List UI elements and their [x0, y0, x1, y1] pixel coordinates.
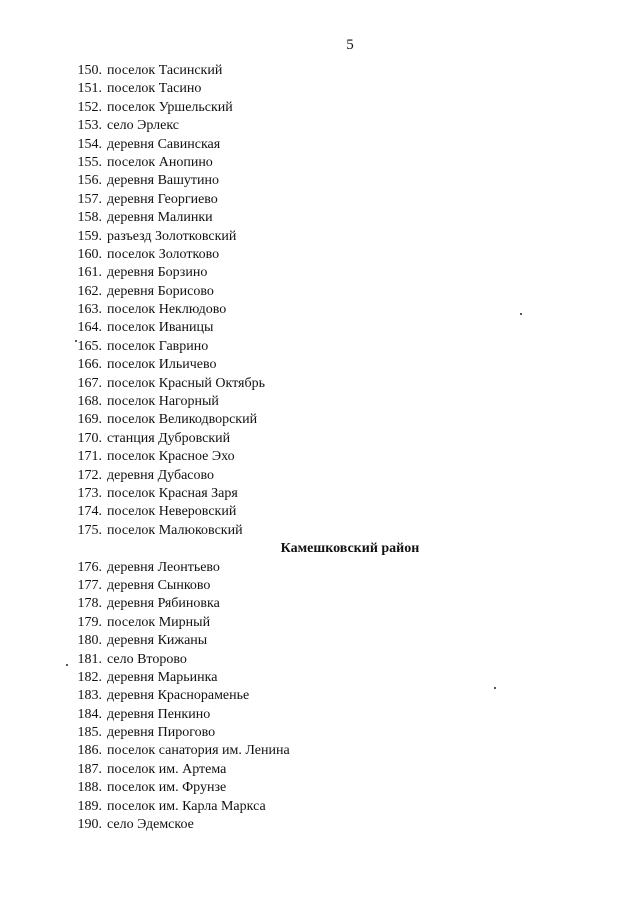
- item-number: 175.: [77, 522, 102, 538]
- list-item: [0, 467, 640, 485]
- settlement-list-part-2: [0, 559, 640, 835]
- item-name: деревня Рябиновка: [107, 596, 220, 612]
- item-name: деревня Малинки: [107, 210, 213, 226]
- item-name: деревня Кижаны: [107, 633, 208, 649]
- item-number: 178.: [77, 596, 102, 612]
- scan-speck: [520, 313, 522, 315]
- item-number: 158.: [77, 210, 102, 226]
- item-number: 156.: [77, 173, 102, 189]
- item-number: 168.: [77, 394, 102, 410]
- list-item: [0, 632, 640, 650]
- item-name: поселок Золотково: [107, 246, 220, 262]
- item-number: 170.: [77, 430, 102, 446]
- list-item: [0, 485, 640, 503]
- list-item: [0, 375, 640, 393]
- item-name: поселок Тасино: [107, 81, 202, 97]
- list-item: [0, 595, 640, 613]
- item-number: 160.: [77, 246, 102, 262]
- item-name: станция Дубровский: [107, 430, 231, 446]
- item-number: 180.: [77, 633, 102, 649]
- list-item: [0, 283, 640, 301]
- item-number: 161.: [77, 265, 102, 281]
- item-number: 150.: [77, 63, 102, 78]
- item-number: 166.: [77, 357, 102, 373]
- item-name: деревня Борисово: [107, 283, 214, 299]
- list-item: [0, 724, 640, 742]
- item-name: поселок Красная Заря: [107, 485, 238, 501]
- item-name: поселок Неверовский: [107, 504, 237, 520]
- item-name: деревня Савинская: [107, 136, 221, 152]
- item-name: поселок Великодворский: [107, 412, 258, 428]
- list-item: [0, 301, 640, 319]
- item-name: поселок Красное Эхо: [107, 449, 235, 465]
- list-item: [0, 356, 640, 374]
- item-name: поселок Малюковский: [107, 522, 243, 538]
- item-name: поселок им. Карла Маркса: [107, 798, 266, 814]
- item-name: поселок Красный Октябрь: [107, 375, 265, 391]
- list-item: [0, 742, 640, 760]
- item-name: деревня Краснораменье: [107, 688, 250, 704]
- item-number: 162.: [77, 283, 102, 299]
- item-name: деревня Борзино: [107, 265, 208, 281]
- list-item: [0, 228, 640, 246]
- item-name: село Эрлекс: [107, 118, 180, 134]
- item-name: поселок им. Фрунзе: [107, 780, 227, 796]
- item-name: деревня Марьинка: [107, 669, 218, 685]
- list-item: [0, 761, 640, 779]
- list-item: [0, 99, 640, 117]
- item-name: поселок Анопино: [107, 154, 213, 170]
- item-number: 184.: [77, 706, 102, 722]
- scan-speck: [494, 687, 496, 689]
- list-item: [0, 411, 640, 429]
- item-number: 177.: [77, 577, 102, 593]
- item-name: разъезд Золотковский: [107, 228, 237, 244]
- item-name: деревня Георгиево: [107, 191, 218, 207]
- list-item: [0, 393, 640, 411]
- list-item: [0, 706, 640, 724]
- item-name: деревня Пирогово: [107, 725, 216, 741]
- item-number: 154.: [77, 136, 102, 152]
- item-name: поселок Иваницы: [107, 320, 214, 336]
- item-number: 165.: [77, 338, 102, 354]
- list-item: [0, 503, 640, 521]
- item-name: деревня Сынково: [107, 577, 211, 593]
- list-item: [0, 559, 640, 577]
- list-item: [0, 614, 640, 632]
- item-name: поселок Уршельский: [107, 99, 233, 115]
- list-item: [0, 448, 640, 466]
- item-number: 157.: [77, 191, 102, 207]
- list-item: [0, 430, 640, 448]
- item-number: 190.: [77, 817, 102, 833]
- item-number: 185.: [77, 725, 102, 741]
- settlement-list: [0, 62, 640, 834]
- item-number: 155.: [77, 154, 102, 170]
- item-name: деревня Леонтьево: [107, 559, 220, 575]
- item-number: 151.: [77, 81, 102, 97]
- list-item: [0, 246, 640, 264]
- item-number: 171.: [77, 449, 102, 465]
- settlement-list-part-1: [0, 62, 640, 540]
- list-item: [0, 522, 640, 540]
- item-name: поселок Гаврино: [107, 338, 209, 354]
- list-item: [0, 136, 640, 154]
- item-number: 172.: [77, 467, 102, 483]
- list-item: [0, 154, 640, 172]
- list-item: [0, 172, 640, 190]
- item-name: поселок им. Артема: [107, 761, 227, 777]
- item-number: 187.: [77, 761, 102, 777]
- list-item: [0, 117, 640, 135]
- item-number: 159.: [77, 228, 102, 244]
- scan-speck: [75, 340, 77, 342]
- list-item: [0, 338, 640, 356]
- item-name: поселок Мирный: [107, 614, 211, 630]
- list-item: [0, 669, 640, 687]
- item-name: поселок Ильичево: [107, 357, 217, 373]
- item-number: 179.: [77, 614, 102, 630]
- item-number: 167.: [77, 375, 102, 391]
- item-name: село Второво: [107, 651, 187, 667]
- item-number: 182.: [77, 669, 102, 685]
- item-number: 188.: [77, 780, 102, 796]
- list-item: [0, 191, 640, 209]
- item-number: 183.: [77, 688, 102, 704]
- item-number: 152.: [77, 99, 102, 115]
- item-name: поселок Тасинский: [107, 63, 223, 78]
- item-number: 163.: [77, 302, 102, 318]
- section-heading: Камешковский район: [280, 541, 420, 557]
- item-name: деревня Дубасово: [107, 467, 215, 483]
- item-number: 174.: [77, 504, 102, 520]
- list-item: [0, 779, 640, 797]
- item-number: 181.: [77, 651, 102, 667]
- item-name: поселок санатория им. Ленина: [107, 743, 290, 759]
- list-item: [0, 62, 640, 80]
- item-name: поселок Нагорный: [107, 394, 219, 410]
- page-number: 5: [346, 37, 354, 53]
- list-item: [0, 80, 640, 98]
- item-number: 153.: [77, 118, 102, 134]
- item-number: 164.: [77, 320, 102, 336]
- item-name: деревня Вашутино: [107, 173, 220, 189]
- item-number: 173.: [77, 485, 102, 501]
- item-number: 189.: [77, 798, 102, 814]
- list-item: [0, 264, 640, 282]
- list-item: [0, 687, 640, 705]
- list-item: [0, 651, 640, 669]
- list-item: [0, 816, 640, 834]
- list-item: [0, 209, 640, 227]
- list-item: [0, 798, 640, 816]
- list-item: [0, 319, 640, 337]
- item-name: поселок Неклюдово: [107, 302, 227, 318]
- item-number: 186.: [77, 743, 102, 759]
- item-name: село Эдемское: [107, 817, 194, 833]
- item-number: 176.: [77, 559, 102, 575]
- list-item: [0, 577, 640, 595]
- item-number: 169.: [77, 412, 102, 428]
- item-name: деревня Пенкино: [107, 706, 211, 722]
- scan-speck: [66, 664, 68, 666]
